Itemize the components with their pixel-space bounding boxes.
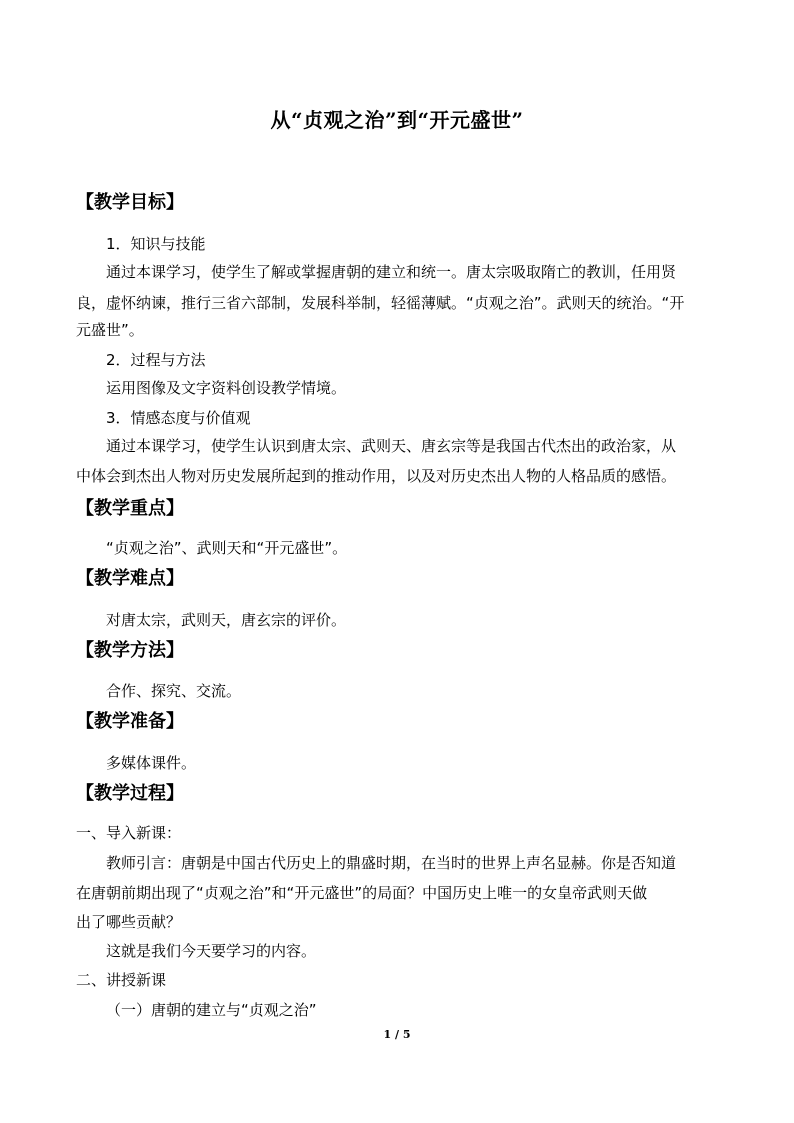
difficulties-text: 对唐太宗，武则天，唐玄宗的评价。 bbox=[106, 611, 347, 629]
goal-2-title: 2．过程与方法 bbox=[106, 351, 206, 369]
heading-process: 【教学过程】 bbox=[76, 783, 184, 804]
process-part-1-title: 一、导入新课： bbox=[76, 824, 182, 842]
process-part-1-line-4: 这就是我们今天要学习的内容。 bbox=[106, 942, 317, 960]
process-part-1-line-3: 出了哪些贡献？ bbox=[76, 913, 182, 931]
document-title: 从“贞观之治”到“开元盛世” bbox=[270, 108, 524, 132]
goal-3-paragraph-line-2: 中体会到杰出人物对历史发展所起到的推动作用，以及对历史杰出人物的人格品质的感悟。 bbox=[76, 467, 677, 485]
heading-difficulties: 【教学难点】 bbox=[76, 568, 184, 589]
process-part-1-line-2: 在唐朝前期出现了“贞观之治”和“开元盛世”的局面？中国历史上唯一的女皇帝武则天做 bbox=[76, 884, 648, 902]
heading-teaching-goals: 【教学目标】 bbox=[76, 192, 184, 213]
process-part-2-subtitle: （一）唐朝的建立与“贞观之治” bbox=[106, 1001, 317, 1019]
methods-text: 合作、探究、交流。 bbox=[106, 682, 242, 700]
process-part-1-line-1: 教师引言：唐朝是中国古代历史上的鼎盛时期，在当时的世界上声名显赫。你是否知道 bbox=[106, 854, 677, 872]
goal-3-title: 3．情感态度与价值观 bbox=[106, 409, 251, 427]
goal-1-paragraph-line-1: 通过本课学习，使学生了解或掌握唐朝的建立和统一。唐太宗吸取隋亡的教训，任用贤 bbox=[106, 263, 677, 281]
preparation-text: 多媒体课件。 bbox=[106, 754, 197, 772]
heading-key-points: 【教学重点】 bbox=[76, 498, 184, 519]
heading-methods: 【教学方法】 bbox=[76, 640, 184, 661]
heading-preparation: 【教学准备】 bbox=[76, 711, 184, 732]
goal-1-title: 1．知识与技能 bbox=[106, 235, 206, 253]
goal-2-paragraph: 运用图像及文字资料创设教学情境。 bbox=[106, 379, 347, 397]
key-points-text: “贞观之治”、武则天和“开元盛世”。 bbox=[106, 539, 348, 557]
page-number: 1 / 5 bbox=[383, 1028, 411, 1041]
goal-1-paragraph-line-2: 良，虚怀纳谏，推行三省六部制，发展科举制，轻徭薄赋。“贞观之治”。武则天的统治。“开 bbox=[76, 294, 685, 312]
goal-1-paragraph-line-3: 元盛世”。 bbox=[76, 321, 144, 339]
goal-3-paragraph-line-1: 通过本课学习，使学生认识到唐太宗、武则天、唐玄宗等是我国古代杰出的政治家，从 bbox=[106, 437, 677, 455]
process-part-2-title: 二、讲授新课 bbox=[76, 971, 167, 989]
